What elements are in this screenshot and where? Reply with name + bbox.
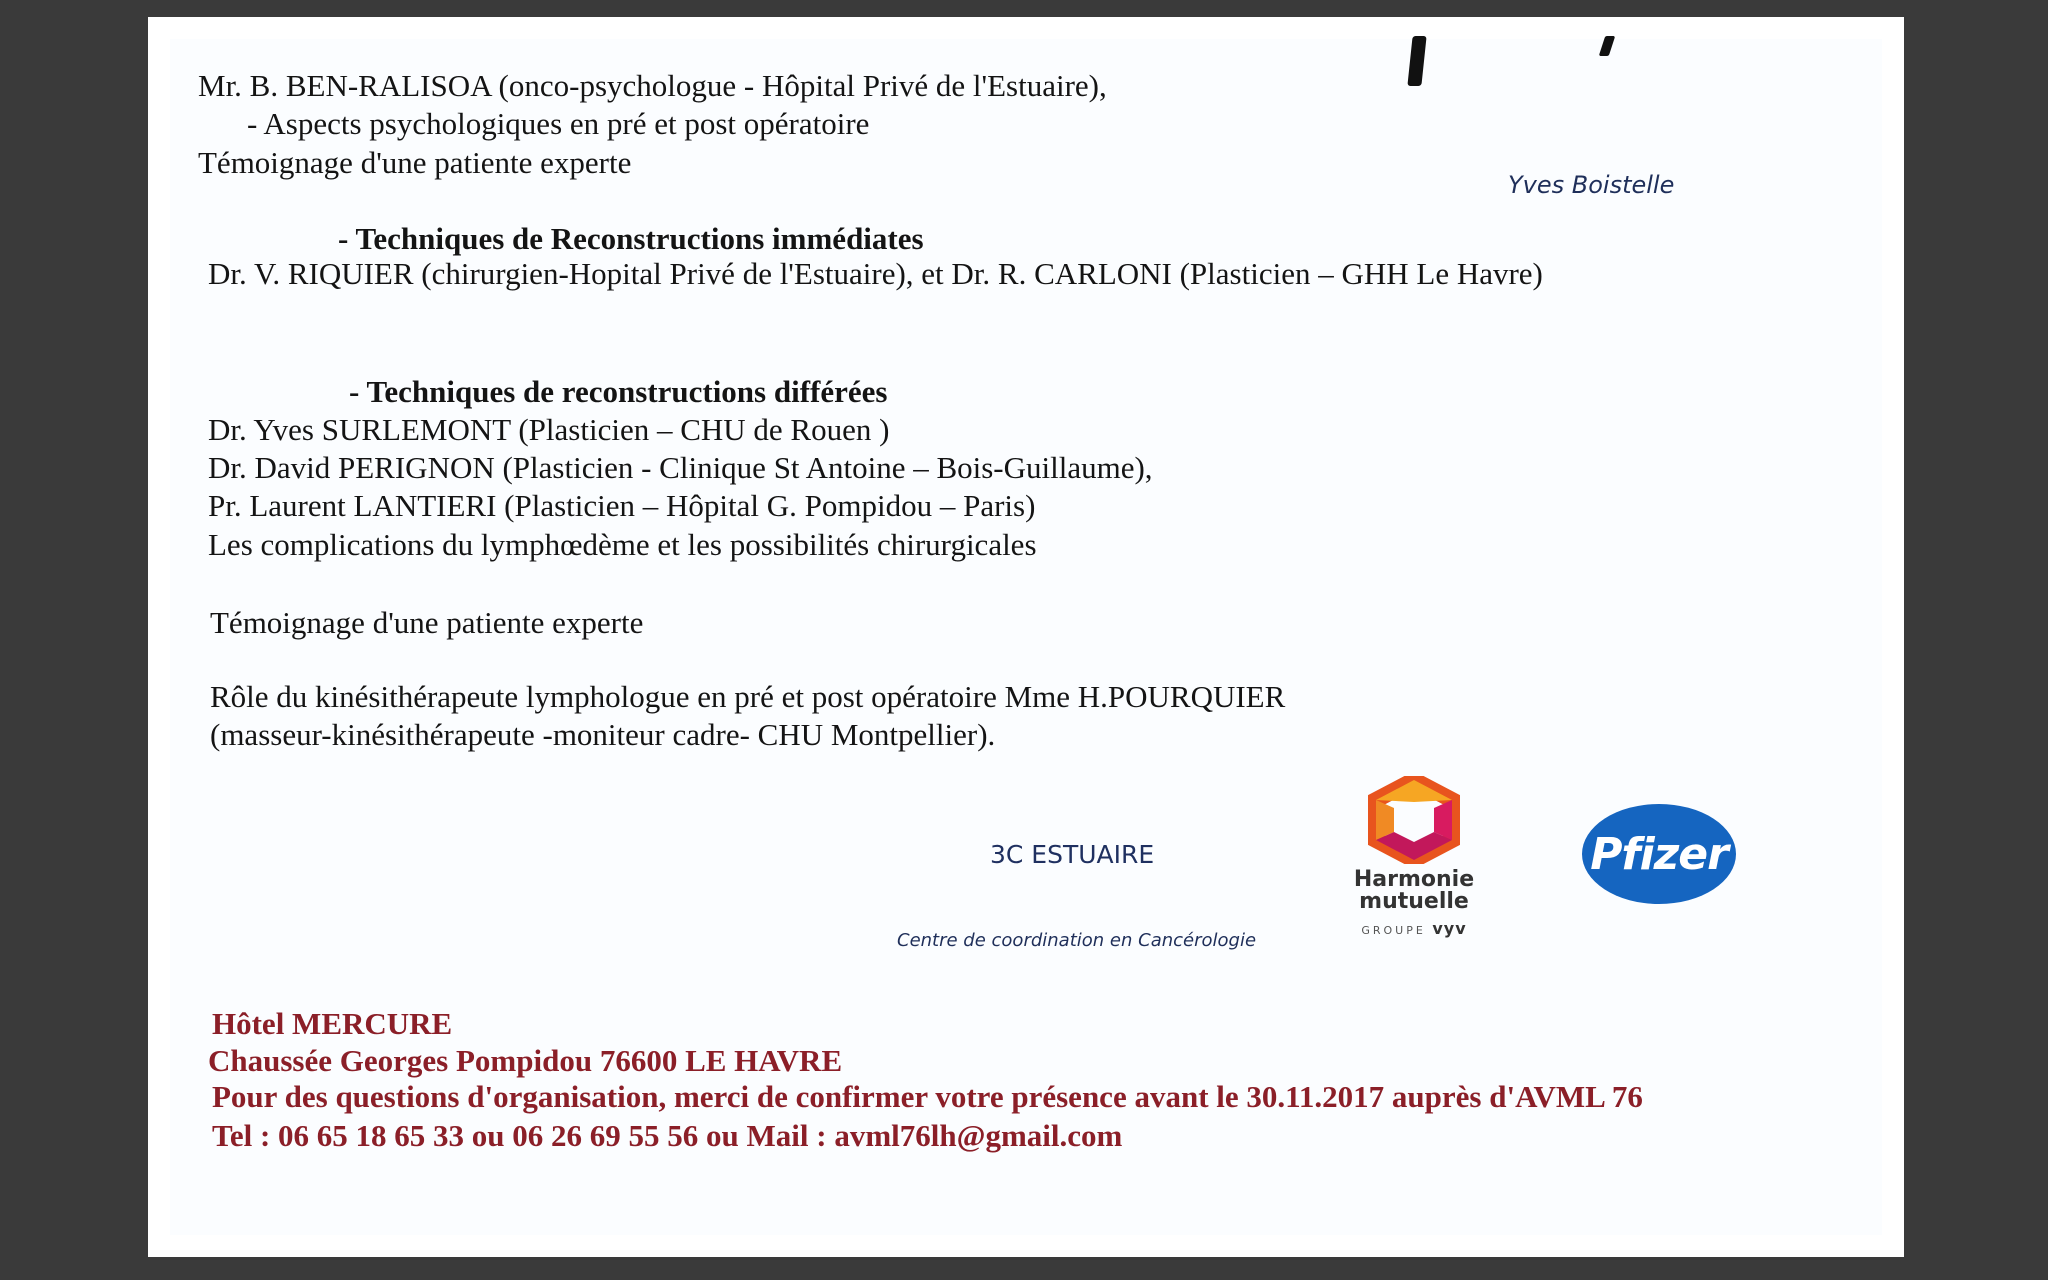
- speakers-immediate-reconstruction: Dr. V. RIQUIER (chirurgien-Hopital Privé de l'Estuaire), et Dr. R. CARLONI (Plasticien – GHH Le Havre): [208, 256, 1543, 291]
- rsvp-instructions: Pour des questions d'organisation, merci de confirmer votre présence avant le 30.11.2017 auprès d'AVML 76: [212, 1079, 1643, 1114]
- section-deferred-reconstruction: - Techniques de reconstructions différées: [349, 374, 888, 409]
- patient-testimony: Témoignage d'une patiente experte: [210, 605, 644, 640]
- contact-details: Tel : 06 65 18 65 33 ou 06 26 69 55 56 ou Mail : avml76lh@gmail.com: [212, 1118, 1123, 1153]
- pfizer-logo: [1582, 804, 1736, 904]
- physiotherapist-affiliation: (masseur-kinésithérapeute -moniteur cadre- CHU Montpellier).: [210, 717, 996, 752]
- speaker-surlemont: Dr. Yves SURLEMONT (Plasticien – CHU de Rouen ): [208, 412, 890, 447]
- venue-address: Chaussée Georges Pompidou 76600 LE HAVRE: [208, 1043, 843, 1078]
- hexagon-logo-icon: [1352, 776, 1476, 864]
- patient-testimony: Témoignage d'une patiente experte: [198, 145, 632, 180]
- section-immediate-reconstruction: - Techniques de Reconstructions immédiates: [338, 221, 924, 256]
- harmonie-group-brand: vyv: [1432, 919, 1467, 938]
- harmonie-name-line-2: mutuelle: [1359, 889, 1469, 914]
- topic-psychological-aspects: - Aspects psychologiques en pré et post opératoire: [247, 106, 870, 141]
- 3c-estuaire-logo-subtitle: Centre de coordination en Cancérologie: [897, 930, 1257, 951]
- harmonie-name-line-1: Harmonie: [1353, 867, 1475, 892]
- speaker-ben-ralisoa: Mr. B. BEN-RALISOA (onco-psychologue - Hôpital Privé de l'Estuaire),: [198, 68, 1107, 103]
- speaker-perignon: Dr. David PERIGNON (Plasticien - Clinique St Antoine – Bois-Guillaume),: [208, 450, 1153, 485]
- harmonie-group-line: [1352, 919, 1476, 938]
- pfizer-logo-text: Pfizer: [1590, 828, 1728, 880]
- physiotherapist-role: Rôle du kinésithérapeute lymphologue en pré et post opératoire Mme H.POURQUIER: [210, 679, 1286, 714]
- harmonie-group-label: GROUPE: [1361, 924, 1426, 937]
- 3c-estuaire-logo-title: 3C ESTUAIRE: [990, 840, 1155, 869]
- speaker-lantieri: Pr. Laurent LANTIERI (Plasticien – Hôpital G. Pompidou – Paris): [208, 488, 1036, 523]
- topic-lymphedema: Les complications du lymphœdème et les possibilités chirurgicales: [208, 527, 1037, 562]
- harmonie-mutuelle-logo: [1352, 776, 1476, 938]
- venue-hotel: Hôtel MERCURE: [212, 1006, 453, 1041]
- handwritten-signature: Yves Boistelle: [1508, 171, 1675, 199]
